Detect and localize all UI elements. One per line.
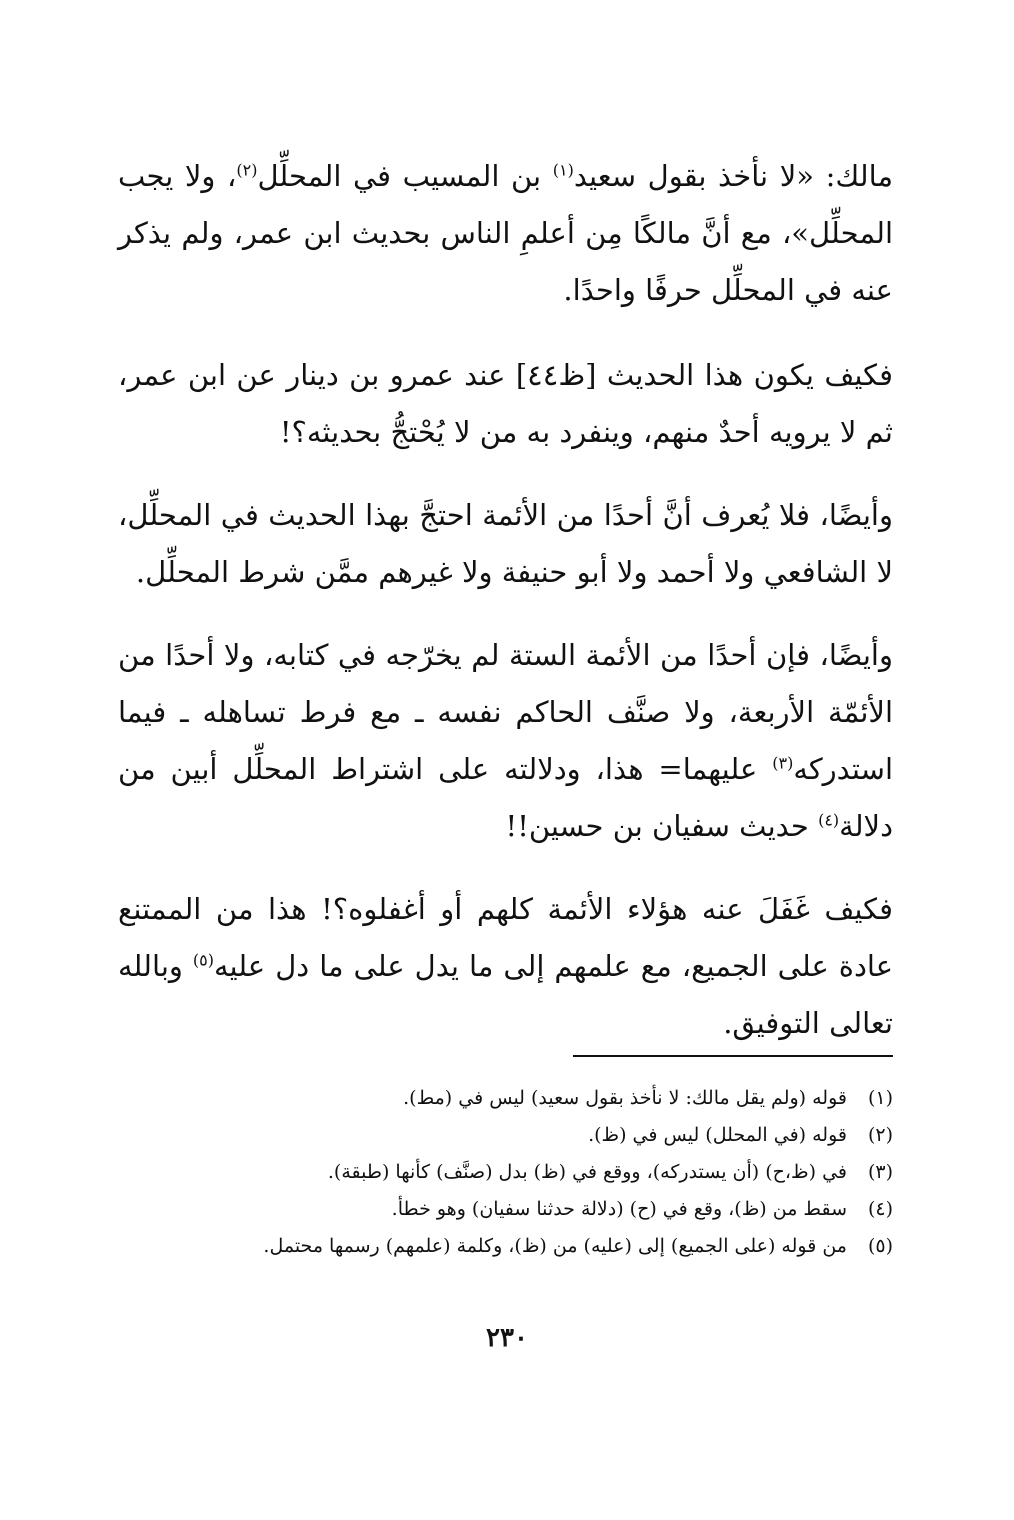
footnote-text: قوله (ولم يقل مالك: لا نأخذ بقول سعيد) ليس في (مط). — [403, 1087, 847, 1109]
paragraph-1-part-a: مالك: «لا نأخذ بقول سعيد — [573, 159, 893, 193]
paragraph-4-part-c: حديث سفيان بن حسين!! — [505, 809, 819, 843]
paragraph-4 — [118, 627, 893, 855]
footnote-item-4 — [118, 1191, 893, 1228]
footnote-ref-3: (٣) — [772, 753, 794, 773]
footnotes-list — [118, 1080, 893, 1265]
paragraph-1-part-b: بن المسيب في المحلِّل — [257, 159, 553, 193]
paragraph-1 — [118, 148, 893, 319]
page-body — [118, 148, 893, 1052]
paragraph-4-part-b: عليهما= هذا، ودلالته على اشتراط المحلِّل أبين من دلالة — [118, 752, 893, 843]
footnote-text: في (ظ،ح) (أن يستدركه)، ووقع في (ظ) بدل (صنَّف) كأنها (طبقة). — [327, 1161, 847, 1183]
paragraph-3-text: وأيضًا، فلا يُعرف أنَّ أحدًا من الأئمة احتجَّ بهذا الحديث في المحلِّل، لا الشافعي ولا أحمد ولا أبو حنيفة ولا غيرهم ممَّن شرط المحلِّل. — [118, 498, 893, 589]
footnote-item-2 — [118, 1117, 893, 1154]
footnote-number: (٥) — [867, 1235, 893, 1257]
paragraph-5-part-b: وبالله تعالى التوفيق. — [118, 949, 893, 1040]
paragraph-3 — [118, 487, 893, 601]
footnote-ref-2: (٢) — [236, 160, 258, 180]
footnote-ref-1: (١) — [552, 160, 574, 180]
footnote-text: من قوله (على الجميع) إلى (عليه) من (ظ)، وكلمة (علمهم) رسمها محتمل. — [263, 1235, 847, 1257]
footnote-number: (٤) — [867, 1198, 893, 1220]
footnote-text: سقط من (ظ)، وقع في (ح) (دلالة حدثنا سفيان) وهو خطأ. — [391, 1198, 847, 1220]
footnote-number: (١) — [867, 1087, 893, 1109]
paragraph-2-text: فكيف يكون هذا الحديث [ظ٤٤] عند عمرو بن دينار عن ابن عمر، ثم لا يرويه أحدٌ منهم، وينفرد به من لا يُحْتجُّ بحديثه؟! — [118, 358, 893, 449]
footnote-number: (٣) — [867, 1161, 893, 1183]
footnote-ref-5: (٥) — [192, 950, 214, 970]
footnote-item-5 — [118, 1228, 893, 1265]
paragraph-5 — [118, 881, 893, 1052]
footnote-item-1 — [118, 1080, 893, 1117]
paragraph-5-part-a: فكيف غَفَلَ عنه هؤلاء الأئمة كلهم أو أغفلوه؟! هذا من الممتنع عادة على الجميع، مع علمهم إلى ما يدل على ما دل عليه — [118, 892, 893, 983]
paragraph-1-part-c: ، ولا يجب المحلِّل»، مع أنَّ مالكًا مِن أعلمِ الناس بحديث ابن عمر، ولم يذكر عنه في المحلِّل حرفًا واحدًا. — [118, 159, 893, 307]
paragraph-2 — [118, 347, 893, 461]
footnote-item-3 — [118, 1154, 893, 1191]
footnote-number: (٢) — [867, 1124, 893, 1146]
page-number: ٢٣٠ — [486, 1323, 528, 1353]
footnote-ref-4: (٤) — [818, 810, 840, 830]
paragraph-4-part-a: وأيضًا، فإن أحدًا من الأئمة الستة لم يخرّجه في كتابه، ولا أحدًا من الأئمّة الأربعة، ولا صنَّف الحاكم نفسه ـ مع فرط تساهله ـ فيما استدركه — [118, 638, 893, 786]
footnote-text: قوله (في المحلل) ليس في (ظ). — [588, 1124, 847, 1146]
